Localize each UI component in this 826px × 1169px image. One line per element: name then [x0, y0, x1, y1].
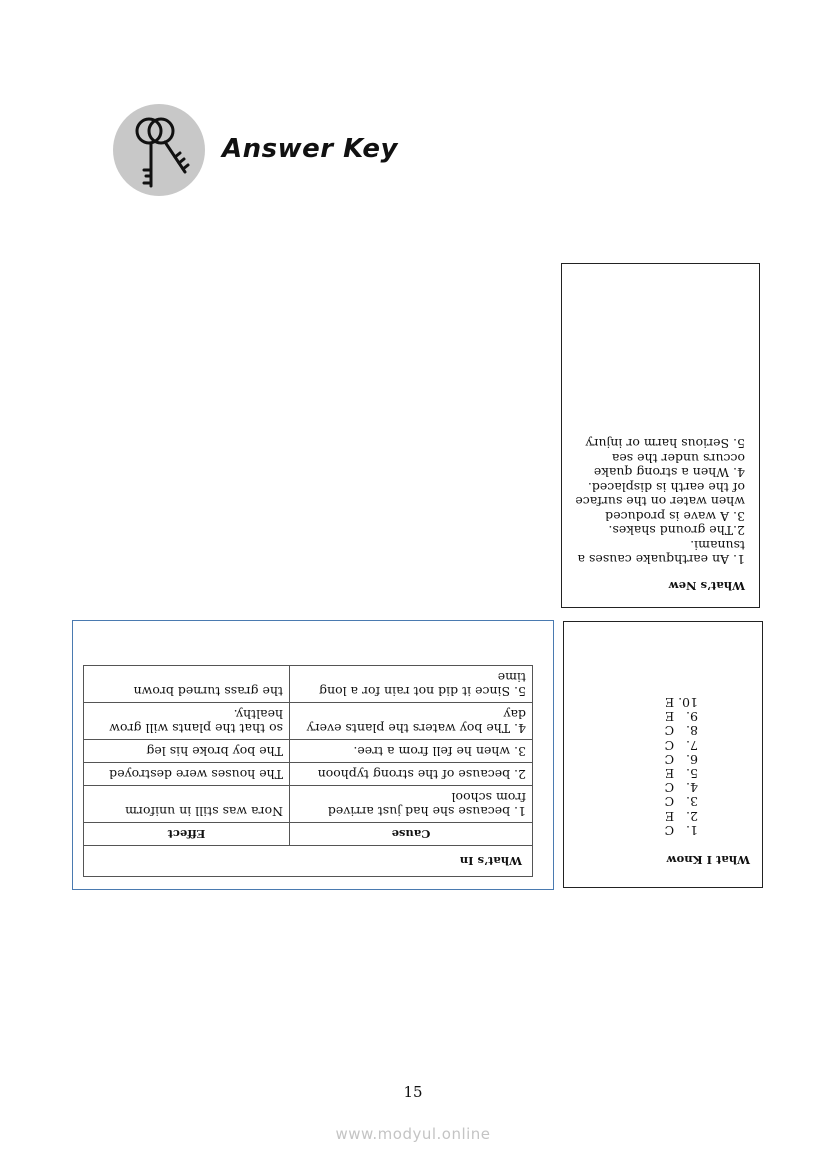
keys-icon-circle [113, 104, 205, 196]
table-row [84, 666, 533, 703]
answer-item: 8. C [664, 723, 698, 739]
effect-cell: so that the plants will grow healthy. [84, 703, 290, 740]
table-header-row [84, 823, 533, 846]
cause-cell: 1. because she had just arrived from school [290, 786, 533, 823]
cause-cell: 3. when he fell from a tree. [290, 740, 533, 763]
column-header-effect: Effect [84, 823, 290, 846]
whats-new-item: 1. An earthquake causes a tsunami. [577, 538, 745, 568]
page-number: 15 [403, 1083, 423, 1101]
whats-new-item: 5. Serious harm or injury [585, 436, 745, 452]
cause-cell: 4. The boy waters the plants every day [290, 703, 533, 740]
cause-effect-table [83, 665, 533, 877]
whats-new-item: 4. When a strong quake occurs under the sea [593, 451, 745, 481]
table-row [84, 740, 533, 763]
answer-item: 3. C [664, 794, 698, 810]
watermark: www.modyul.online [335, 1125, 491, 1143]
answer-item: 4. C [664, 780, 698, 796]
whats-in-box [72, 620, 554, 890]
whats-new-box [561, 263, 760, 608]
effect-cell: The houses were destroyed [84, 763, 290, 786]
table-row [84, 786, 533, 823]
column-header-cause: Cause [290, 823, 533, 846]
whats-new-heading: What’s New [668, 579, 745, 593]
answer-item: 1. C [664, 822, 698, 838]
effect-cell: the grass turned brown [84, 666, 290, 703]
effect-cell: The boy broke his leg [84, 740, 290, 763]
answer-item: 9. E [665, 709, 698, 725]
effect-cell: Nora was still in uniform [84, 786, 290, 823]
whats-new-item: 2.The ground shakes. [608, 523, 745, 539]
answer-item: 7. C [664, 737, 698, 753]
answer-item: 2. E [665, 808, 698, 824]
table-row [84, 763, 533, 786]
page-title: Answer Key [222, 134, 398, 164]
answer-item: 5. E [665, 765, 698, 781]
cause-cell: 2. because of the strong typhoon [290, 763, 533, 786]
whats-in-heading: What’s In [84, 846, 533, 877]
what-i-know-box [563, 621, 763, 888]
cause-cell: 5. Since it did not rain for a long time [290, 666, 533, 703]
keys-icon [113, 104, 205, 196]
table-row [84, 703, 533, 740]
whats-new-item: 3. A wave is produced when water on the surface of the earth is displaced. [575, 480, 745, 524]
answer-item: 6. C [664, 751, 698, 767]
answer-item: 10. E [665, 694, 698, 710]
what-i-know-heading: What I Know [666, 853, 750, 867]
